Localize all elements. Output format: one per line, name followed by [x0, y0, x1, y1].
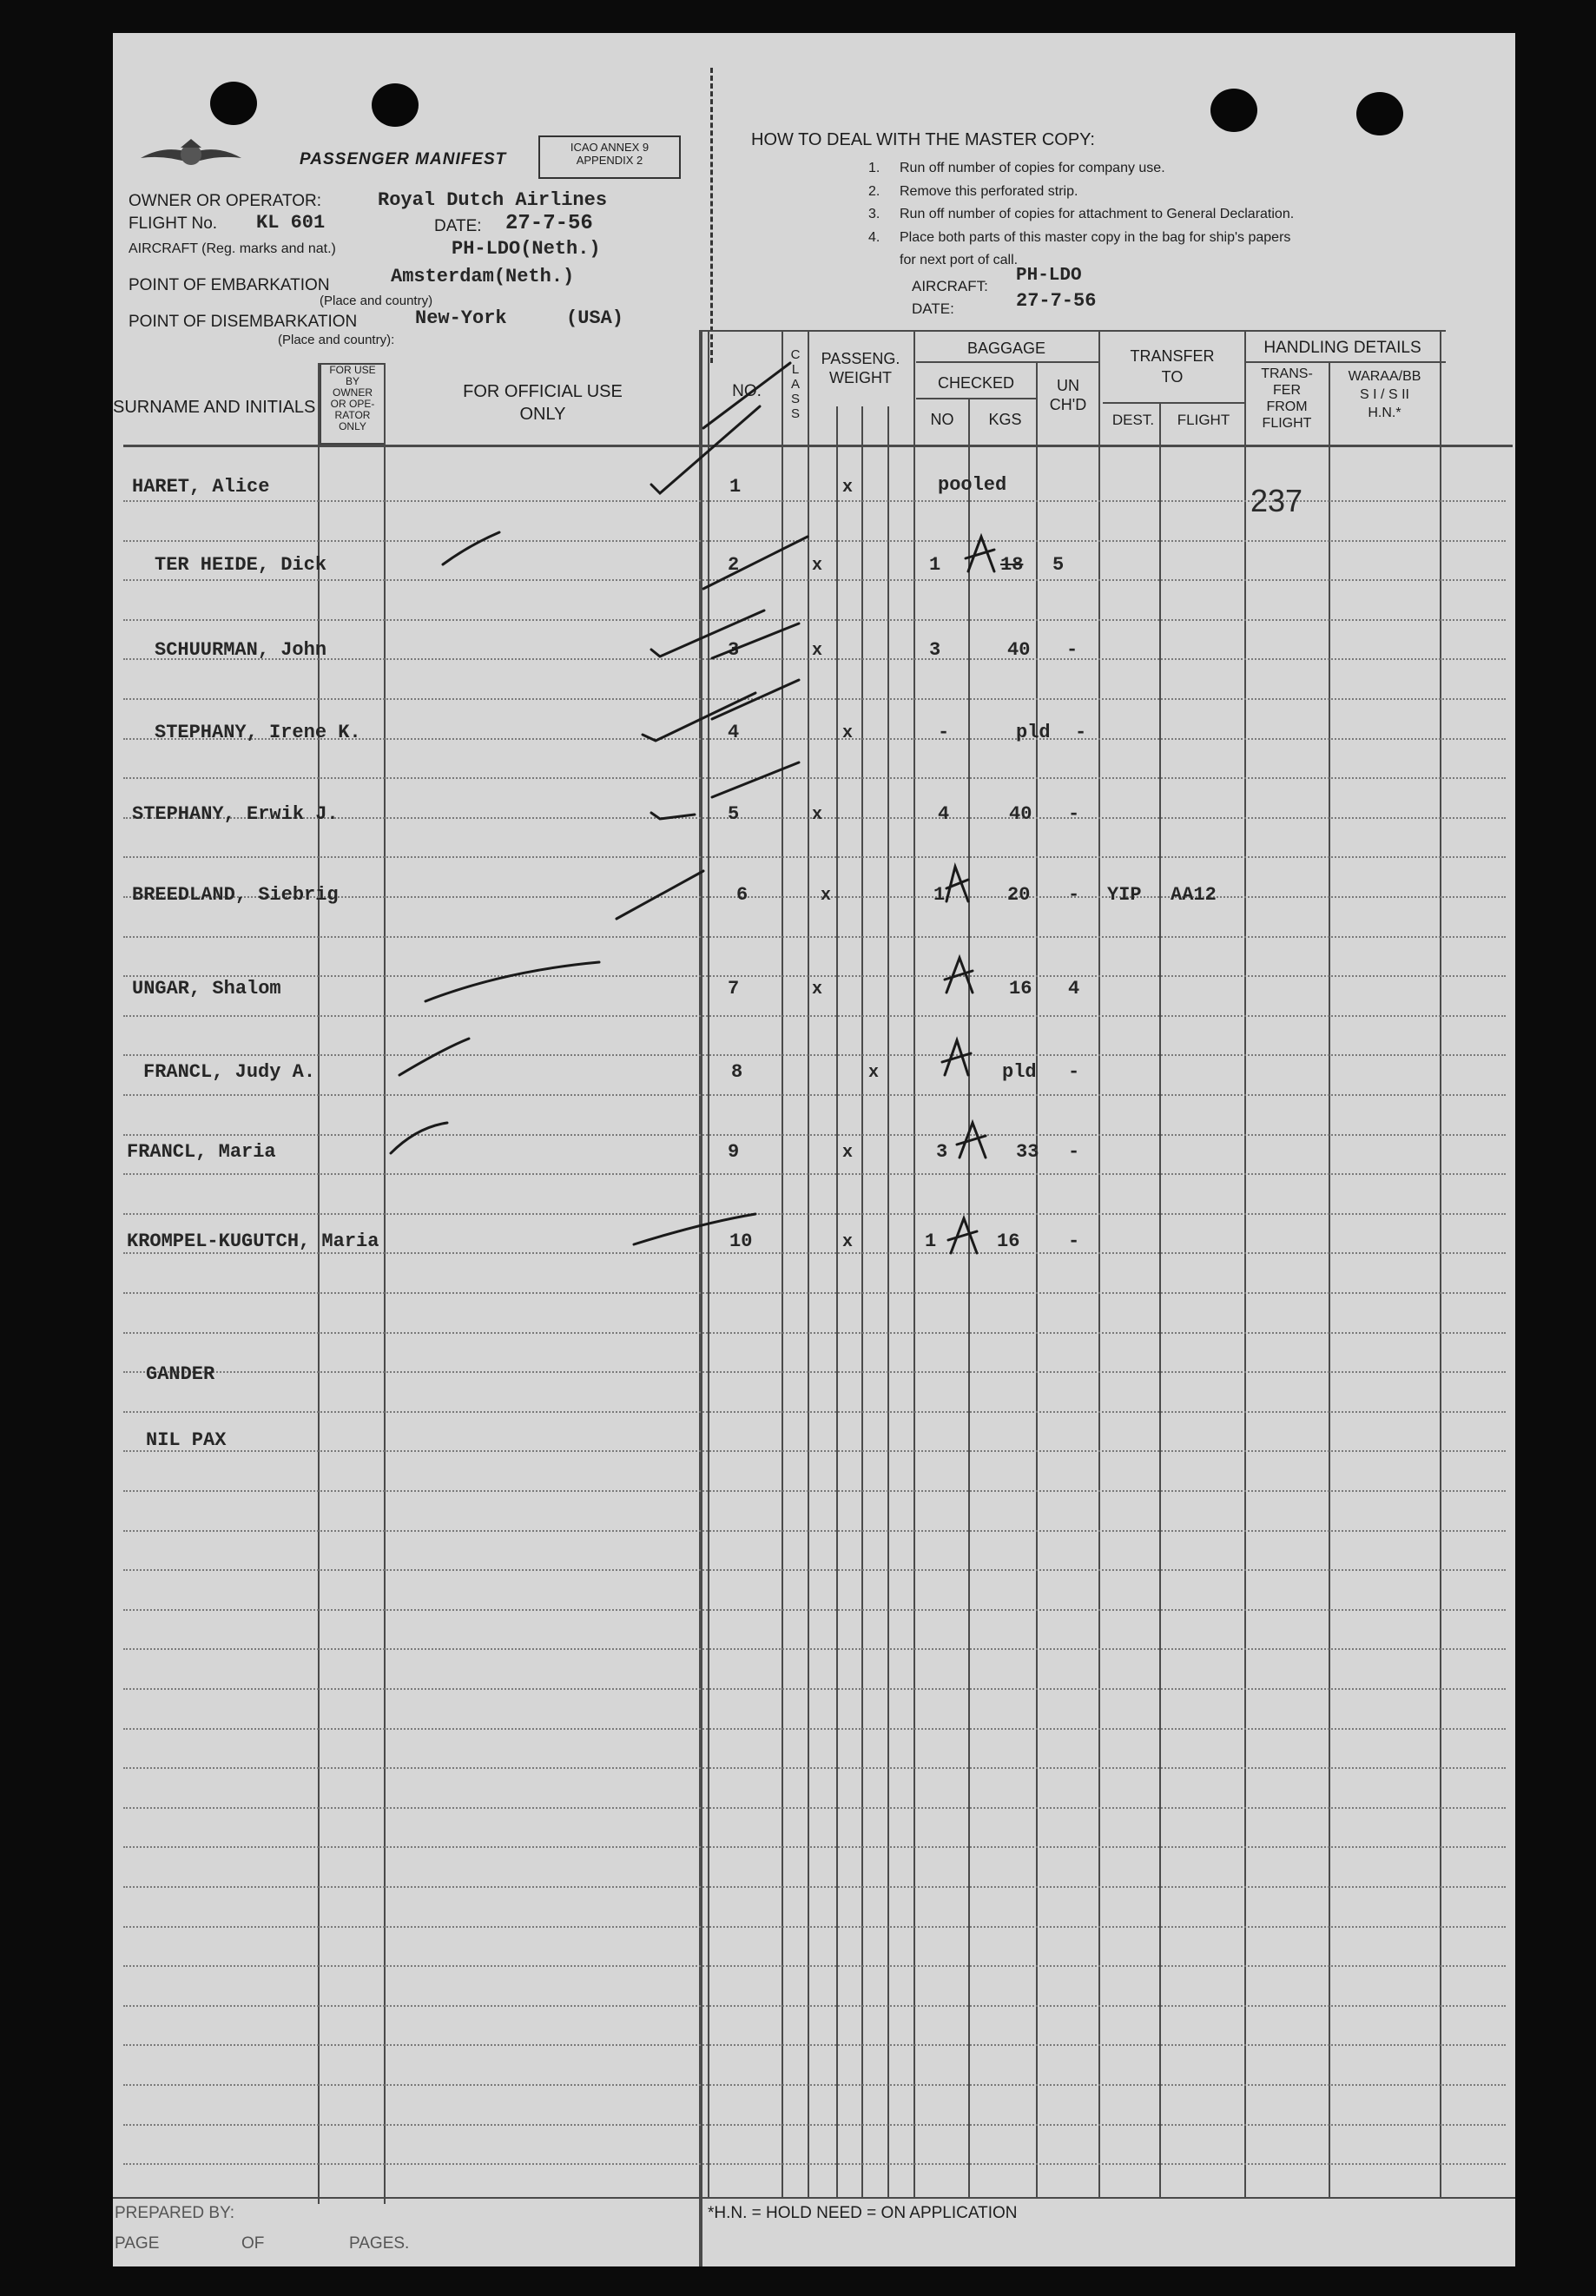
row-line — [123, 1926, 1506, 1928]
passenger-name: STEPHANY, Erwik J. — [132, 803, 339, 825]
row-line — [123, 1688, 1506, 1690]
col-bag-no: NO — [930, 411, 954, 428]
embark-label: POINT OF EMBARKATION — [129, 276, 330, 294]
col-class: C L A S S — [790, 347, 801, 421]
flight-value: KL 601 — [256, 212, 326, 234]
initial-mark — [945, 958, 973, 993]
aircraft-value: PH-LDO(Neth.) — [452, 238, 601, 260]
check-mark — [651, 813, 695, 819]
instructions-title: HOW TO DEAL WITH THE MASTER COPY: — [751, 130, 1095, 149]
check-mark — [651, 406, 760, 493]
row-line — [123, 1411, 1506, 1413]
baggage-kgs: 40 — [1009, 803, 1032, 825]
embark-value: Amsterdam(Neth.) — [391, 266, 575, 287]
row-line — [123, 1767, 1506, 1769]
row-line — [123, 1530, 1506, 1532]
check-mark — [634, 1214, 755, 1244]
col-trans-from: TRANS- FER FROM FLIGHT — [1261, 366, 1313, 431]
initial-mark — [957, 1123, 986, 1158]
baggage-kgs: 33 — [1016, 1141, 1039, 1163]
row-line — [123, 1490, 1506, 1492]
col-kgs: KGS — [988, 411, 1022, 428]
baggage-no: 1 — [925, 1230, 937, 1252]
check-mark — [651, 610, 764, 656]
baggage-unchd: - — [1068, 1141, 1080, 1163]
initial-mark — [948, 1218, 977, 1253]
manifest-title: PASSENGER MANIFEST — [300, 150, 507, 168]
baggage-no: 1 — [933, 884, 946, 906]
passenger-name: BREEDLAND, Siebrig — [132, 884, 339, 906]
date-label: DATE: — [434, 217, 482, 235]
col-baggage: BAGGAGE — [966, 340, 1046, 357]
disembark-value: New-York — [415, 307, 507, 329]
row-line — [123, 1450, 1506, 1452]
passenger-name: SCHUURMAN, John — [155, 639, 327, 661]
flight-label: FLIGHT No. — [129, 214, 218, 233]
passenger-name: FRANCL, Maria — [127, 1141, 276, 1163]
date-value: 27-7-56 — [505, 212, 593, 235]
col-owner-use: FOR USE BY OWNER OR OPE- RATOR ONLY — [320, 363, 386, 445]
icao-annex-box: ICAO ANNEX 9 APPENDIX 2 — [538, 135, 681, 179]
baggage-no: 4 — [938, 803, 950, 825]
instr-date-value: 27-7-56 — [1016, 290, 1097, 312]
class-mark: x — [842, 478, 854, 498]
class-mark: x — [821, 886, 832, 906]
baggage-kgs: 20 — [1007, 884, 1031, 906]
baggage-unchd: - — [1068, 803, 1080, 825]
baggage-unchd: - — [1068, 1230, 1080, 1252]
check-mark — [703, 537, 808, 589]
baggage-unchd: - — [1075, 722, 1087, 743]
instruction-item: 2. Remove this perforated strip. — [868, 183, 1078, 199]
baggage-unchd: 5 — [1052, 554, 1065, 576]
row-line — [123, 2044, 1506, 2046]
passenger-no: 9 — [728, 1141, 740, 1163]
handwritten-checkmarks — [113, 33, 1515, 1336]
class-mark: x — [842, 1232, 854, 1252]
instr-aircraft-label: AIRCRAFT: — [912, 278, 988, 294]
passenger-name: UNGAR, Shalom — [132, 978, 281, 1000]
initial-mark — [946, 867, 968, 901]
baggage-kgs: pooled — [938, 474, 1007, 496]
owner-value: Royal Dutch Airlines — [378, 189, 608, 211]
baggage-no: 3 — [929, 639, 941, 661]
col-dest: DEST. — [1111, 412, 1155, 428]
baggage-unchd: - — [1068, 1061, 1080, 1083]
col-official-use: FOR OFFICIAL USE ONLY — [463, 382, 623, 424]
check-mark — [443, 532, 499, 564]
passenger-name: HARET, Alice — [132, 476, 270, 498]
check-mark — [712, 680, 799, 719]
row-line — [123, 1728, 1506, 1730]
row-line — [123, 1807, 1506, 1809]
instruction-item: 3. Run off number of copies for attachment to General Declaration. — [868, 207, 1295, 221]
col-passeng-weight: PASSENG. WEIGHT — [821, 350, 900, 386]
col-transfer-to: TRANSFER TO — [1130, 347, 1215, 386]
baggage-unchd: - — [1068, 884, 1080, 906]
baggage-no: 3 — [936, 1141, 948, 1163]
pages-label: PAGES. — [349, 2234, 410, 2253]
col-checked: CHECKED — [937, 374, 1014, 392]
check-mark — [643, 693, 755, 741]
check-mark — [391, 1123, 447, 1153]
row-line — [123, 1609, 1506, 1611]
instruction-item: 4. Place both parts of this master copy in the bag for ship's papers — [868, 229, 1291, 245]
col-surname: SURNAME AND INITIALS — [113, 398, 316, 417]
instruction-item: for next port of call. — [900, 253, 1019, 267]
passenger-no: 10 — [729, 1230, 753, 1252]
note-gander: GANDER — [146, 1363, 215, 1385]
passenger-no: 6 — [736, 884, 749, 906]
col-waraa: WARAA/BB S I / S II H.N.* — [1348, 369, 1421, 420]
disembark-label: POINT OF DISEMBARKATION — [129, 313, 358, 331]
col-handling: HANDLING DETAILS — [1263, 339, 1421, 357]
prepared-by-label: PREPARED BY: — [115, 2204, 234, 2222]
check-mark — [425, 962, 599, 1001]
row-line — [123, 2163, 1506, 2165]
row-line — [123, 1569, 1506, 1571]
baggage-no: - — [938, 722, 950, 743]
passenger-no: 4 — [728, 722, 740, 743]
instr-aircraft-value: PH-LDO — [1016, 266, 1082, 286]
class-mark: x — [812, 641, 823, 661]
instruction-item: 1. Run off number of copies for company use. — [868, 161, 1165, 175]
transfer-flight: AA12 — [1171, 884, 1217, 906]
baggage-kgs: 18 — [1000, 554, 1024, 576]
row-line — [123, 2005, 1506, 2007]
passenger-no: 3 — [728, 639, 740, 661]
stamp-number: 237 — [1250, 483, 1303, 518]
passenger-name: FRANCL, Judy A. — [143, 1061, 316, 1083]
class-mark: x — [842, 723, 854, 743]
check-mark — [399, 1039, 469, 1075]
of-label: OF — [241, 2234, 265, 2253]
row-line — [123, 1371, 1506, 1373]
row-line — [123, 2124, 1506, 2126]
check-mark — [712, 762, 799, 797]
baggage-unchd: 4 — [1068, 978, 1080, 1000]
page-label: PAGE — [115, 2234, 160, 2253]
instr-date-label: DATE: — [912, 300, 954, 317]
row-line — [123, 1965, 1506, 1967]
row-line — [123, 1846, 1506, 1848]
place-country-note: (Place and country) — [320, 294, 433, 308]
baggage-no: 1 — [929, 554, 941, 576]
initial-mark — [942, 1040, 971, 1075]
footer-rule — [113, 2197, 1515, 2199]
baggage-kgs: 16 — [1009, 978, 1032, 1000]
row-line — [123, 1886, 1506, 1888]
baggage-kgs: 40 — [1007, 639, 1031, 661]
manifest-sheet — [113, 33, 1515, 2266]
disembark-country: (USA) — [566, 307, 624, 329]
class-mark: x — [812, 980, 823, 1000]
passenger-no: 2 — [728, 554, 740, 576]
baggage-kgs: pld — [1002, 1061, 1037, 1083]
baggage-kgs: 16 — [997, 1230, 1020, 1252]
passenger-name: KROMPEL-KUGUTCH, Maria — [127, 1230, 379, 1252]
passenger-no: 7 — [728, 978, 740, 1000]
passenger-name: TER HEIDE, Dick — [155, 554, 327, 576]
baggage-kgs: pld — [1016, 722, 1051, 743]
class-mark: x — [812, 556, 823, 576]
col-unchd: UN CH'D — [1049, 377, 1087, 413]
class-mark: x — [842, 1143, 854, 1163]
row-line — [123, 1648, 1506, 1650]
row-line — [123, 2084, 1506, 2086]
passenger-no: 8 — [731, 1061, 743, 1083]
note-nil-pax: NIL PAX — [146, 1429, 227, 1451]
class-mark: x — [868, 1063, 880, 1083]
passenger-name: STEPHANY, Irene K. — [155, 722, 361, 743]
passenger-no: 5 — [728, 803, 740, 825]
baggage-unchd: - — [1066, 639, 1078, 661]
footer-legend: *H.N. = HOLD NEED = ON APPLICATION — [708, 2204, 1018, 2222]
place-country-note: (Place and country): — [278, 333, 395, 347]
passenger-no: 1 — [729, 476, 742, 498]
initial-mark — [966, 537, 994, 571]
check-mark — [617, 871, 703, 919]
class-mark: x — [812, 805, 823, 825]
aircraft-label: AIRCRAFT (Reg. marks and nat.) — [129, 241, 336, 256]
col-no: NO. — [732, 382, 762, 400]
transfer-dest: YIP — [1107, 884, 1142, 906]
owner-label: OWNER OR OPERATOR: — [129, 192, 322, 210]
col-flight: FLIGHT — [1177, 412, 1230, 428]
